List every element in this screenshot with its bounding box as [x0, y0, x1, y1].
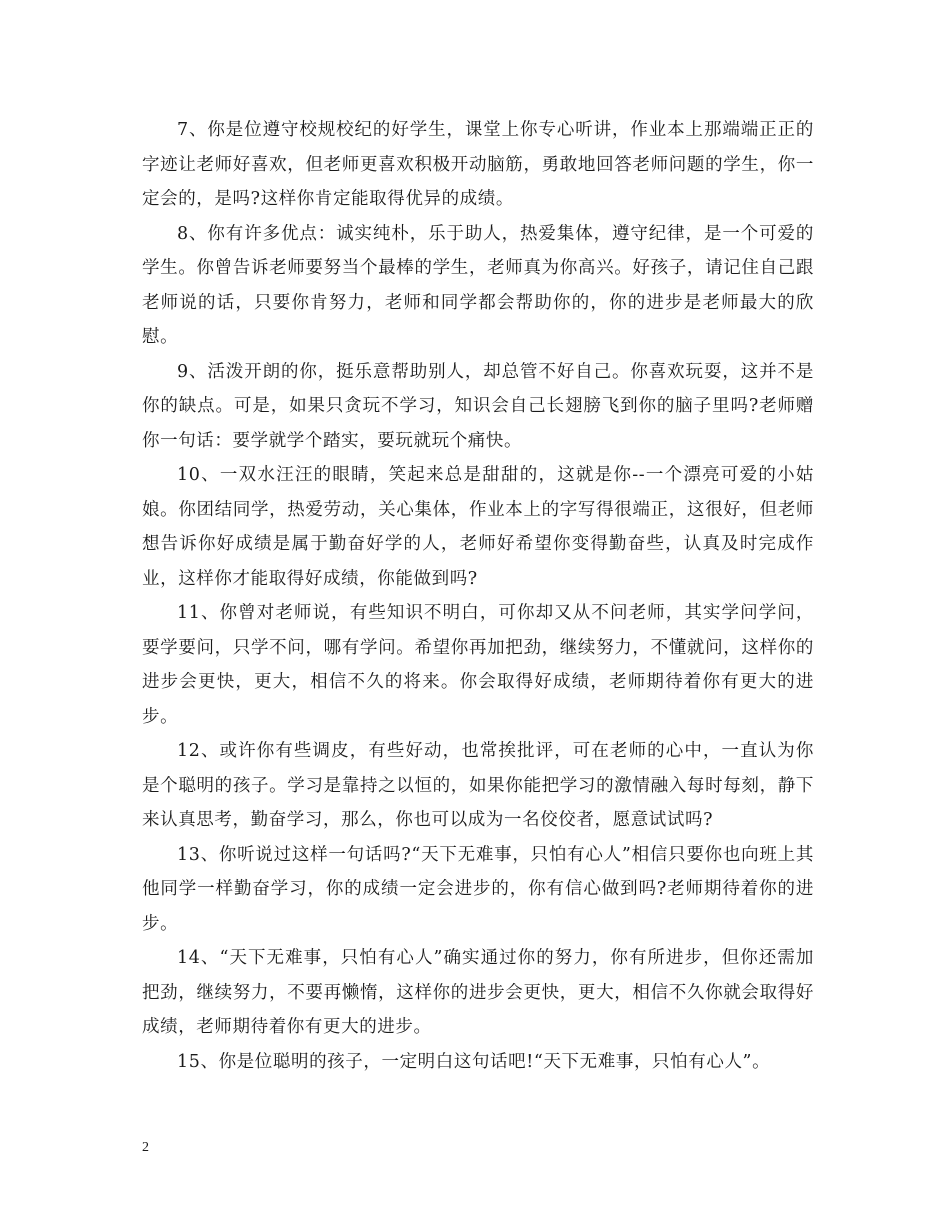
paragraph-15: 15、你是位聪明的孩子，一定明白这句话吧!“天下无难事，只怕有心人”。: [177, 1051, 771, 1072]
paragraph-14: 14、“天下无难事，只怕有心人”确实通过你的努力，你有所进步，但你还需加把劲，继续努力，不要再懒惰，这样你的进步会更快，更大，相信不久你就会取得好成绩，老师期待着你有更大的进步。: [142, 948, 814, 1037]
paragraph-7: 7、你是位遵守校规校纪的好学生，课堂上你专心听讲，作业本上那端端正正的字迹让老师好喜欢，但老师更喜欢积极开动脑筋，勇敢地回答老师问题的学生，你一定会的，是吗?这样你肯定能取得优异的成绩。: [142, 120, 814, 209]
paragraph-12: 12、或许你有些调皮，有些好动，也常挨批评，可在老师的心中，一直认为你是个聪明的孩子。学习是靠持之以恒的，如果你能把学习的激情融入每时每刻，静下来认真思考，勤奋学习，那么，你也可以成为一名佼佼者，愿意试试吗?: [142, 741, 814, 830]
paragraph-8: 8、你有许多优点：诚实纯朴，乐于助人，热爱集体，遵守纪律，是一个可爱的学生。你曾告诉老师要努当个最棒的学生，老师真为你高兴。好孩子，请记住自己跟老师说的话，只要你肯努力，老师和同学都会帮助你的，你的进步是老师最大的欣慰。: [142, 223, 814, 347]
paragraph-13: 13、你听说过这样一句话吗?“天下无难事，只怕有心人”相信只要你也向班上其他同学一样勤奋学习，你的成绩一定会进步的，你有信心做到吗?老师期待着你的进步。: [142, 844, 814, 934]
document-body: [142, 113, 814, 1079]
paragraph-10: 10、一双水汪汪的眼睛，笑起来总是甜甜的，这就是你--一个漂亮可爱的小姑娘。你团结同学，热爱劳动，关心集体，作业本上的字写得很端正，这很好，但老师想告诉你好成绩是属于勤奋好学的人，老师好希望你变得勤奋些，认真及时完成作业，这样你才能取得好成绩，你能做到吗?: [142, 465, 814, 589]
paragraph-11: 11、你曾对老师说，有些知识不明白，可你却又从不问老师，其实学问学问，要学要问，只学不问，哪有学问。希望你再加把劲，继续努力，不懂就问，这样你的进步会更快，更大，相信不久的将来。你会取得好成绩，老师期待着你有更大的进步。: [142, 603, 814, 727]
paragraph-9: 9、活泼开朗的你，挺乐意帮助别人，却总管不好自己。你喜欢玩耍，这并不是你的缺点。可是，如果只贪玩不学习，知识会自己长翅膀飞到你的脑子里吗?老师赠你一句话：要学就学个踏实，要玩就玩个痛快。: [142, 361, 814, 451]
page-number: 2: [142, 1140, 149, 1155]
